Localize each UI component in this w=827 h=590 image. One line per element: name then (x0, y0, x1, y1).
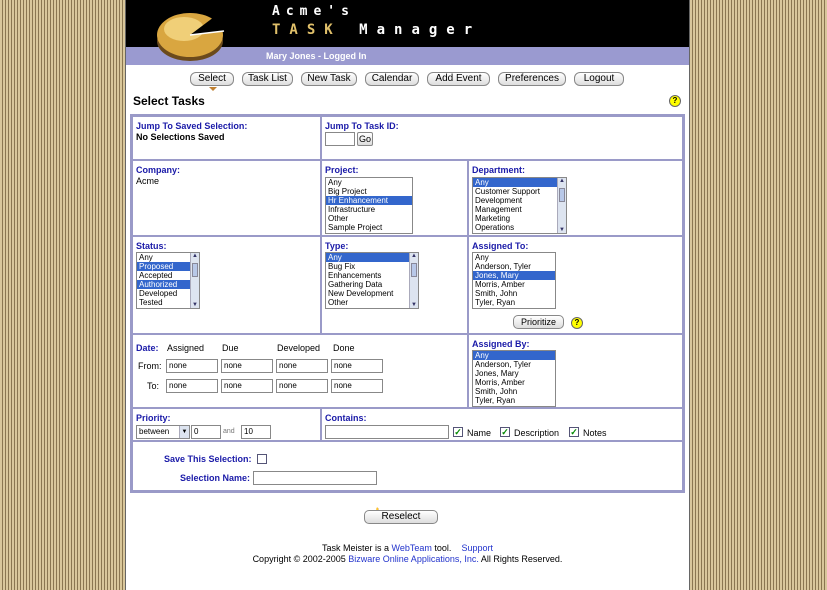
acme-logo-icon (154, 5, 226, 65)
list-option[interactable]: Development (475, 196, 523, 205)
list-option[interactable]: Other (328, 298, 349, 307)
assigned-to-listbox[interactable] (472, 252, 556, 309)
prioritize-button[interactable]: Prioritize (513, 315, 564, 329)
selection-name-label: Selection Name: (180, 473, 251, 483)
date-col-done: Done (333, 343, 355, 353)
nav-select-button[interactable]: Select (190, 72, 234, 86)
list-option[interactable]: Any (475, 253, 489, 262)
list-option[interactable]: Anderson, Tyler (475, 360, 531, 369)
from-done-input[interactable]: none (331, 359, 383, 373)
nav-task-list-button[interactable]: Task List (242, 72, 293, 86)
list-option[interactable]: Any (328, 178, 342, 187)
main-nav (126, 72, 689, 88)
date-col-due: Due (222, 343, 239, 353)
copyright-suffix: All Rights Reserved. (480, 554, 563, 564)
footer-tool-suffix: tool. (434, 543, 452, 553)
department-scrollbar[interactable] (557, 178, 566, 233)
list-option[interactable]: Anderson, Tyler (475, 262, 531, 271)
to-assigned-input[interactable]: none (166, 379, 218, 393)
page-title: Select Tasks (133, 94, 205, 108)
webteam-link[interactable]: WebTeam (391, 543, 432, 553)
project-options (326, 178, 412, 232)
list-option[interactable]: Operations (475, 223, 515, 232)
priority-operator-select[interactable] (136, 425, 190, 439)
selection-name-input[interactable] (253, 471, 377, 485)
jump-task-cell (321, 116, 683, 160)
nav-calendar-button[interactable]: Calendar (365, 72, 419, 86)
list-option[interactable]: Jones, Mary (473, 271, 555, 280)
type-scroll-thumb[interactable] (411, 263, 417, 277)
bizware-link[interactable]: Bizware Online Applications, Inc. (348, 554, 479, 564)
saved-selection-cell (132, 116, 321, 160)
date-col-assigned: Assigned (167, 343, 205, 353)
list-option[interactable]: Management (475, 205, 522, 214)
list-option[interactable]: Morris, Amber (475, 280, 525, 289)
description-checkbox[interactable]: ✓ (501, 427, 509, 437)
status-scroll-thumb[interactable] (192, 263, 198, 277)
copyright-text: Copyright © 2002-2005 (252, 554, 346, 564)
save-selection-cell (132, 441, 683, 491)
prioritize-help-icon[interactable]: ? (571, 317, 583, 329)
help-icon[interactable]: ? (669, 95, 681, 107)
assigned-by-cell (468, 334, 683, 408)
priority-high-input[interactable]: 10 (241, 425, 271, 439)
app-title-line1: Acme's (272, 4, 355, 19)
assigned-by-label: Assigned By: (472, 339, 530, 349)
to-developed-input[interactable]: none (276, 379, 328, 393)
list-option[interactable]: Customer Support (475, 187, 540, 196)
list-option[interactable]: Big Project (328, 187, 367, 196)
app-title-manager: Manager (359, 22, 482, 38)
list-option[interactable]: Bug Fix (328, 262, 356, 271)
status-cell (132, 236, 321, 334)
footer-line1 (126, 543, 689, 553)
nav-preferences-button[interactable]: Preferences (498, 72, 566, 86)
save-selection-checkbox[interactable] (257, 454, 267, 464)
project-label: Project: (325, 165, 359, 175)
list-option[interactable]: Jones, Mary (475, 369, 519, 378)
contains-input[interactable] (325, 425, 449, 439)
list-option[interactable]: Any (139, 253, 153, 262)
footer-tool-text: Task Meister is a (322, 543, 390, 553)
type-label: Type: (325, 241, 349, 251)
chevron-down-icon[interactable]: ▼ (179, 426, 189, 438)
to-due-input[interactable]: none (221, 379, 273, 393)
assigned-by-options (473, 351, 555, 405)
notes-checkbox[interactable]: ✓ (570, 427, 578, 437)
priority-label: Priority: (136, 413, 171, 423)
status-scrollbar[interactable] (190, 253, 199, 308)
support-link[interactable]: Support (461, 543, 493, 553)
type-cell (321, 236, 468, 334)
description-check-label: Description (514, 428, 560, 438)
list-option[interactable]: New Development (328, 289, 394, 298)
list-option[interactable]: Marketing (475, 214, 511, 223)
from-label: From: (138, 361, 162, 371)
saved-selection-value: No Selections Saved (136, 132, 225, 142)
department-label: Department: (472, 165, 526, 175)
nav-logout-button[interactable]: Logout (574, 72, 624, 86)
go-button[interactable]: Go (358, 134, 371, 144)
priority-low-input[interactable]: 0 (191, 425, 221, 439)
name-checkbox[interactable]: ✓ (454, 427, 462, 437)
assigned-by-listbox[interactable] (472, 350, 556, 407)
department-scroll-thumb[interactable] (559, 188, 565, 202)
dates-cell (132, 334, 468, 408)
task-id-input[interactable] (325, 132, 355, 146)
list-option[interactable]: Infrastructure (328, 205, 376, 214)
list-option[interactable]: Smith, John (475, 289, 518, 298)
project-listbox[interactable] (325, 177, 413, 234)
priority-and-label: and (223, 428, 235, 435)
department-cell (468, 160, 683, 236)
jump-task-label: Jump To Task ID: (325, 121, 399, 131)
select-tasks-form (130, 114, 685, 493)
app-title-task: TASK (272, 22, 342, 38)
list-option[interactable]: Accepted (139, 271, 173, 280)
project-cell (321, 160, 468, 236)
to-done-input[interactable]: none (331, 379, 383, 393)
assigned-to-options (473, 253, 555, 307)
company-value: Acme (136, 176, 160, 186)
list-option[interactable]: Hr Enhancement (326, 196, 412, 205)
logged-in-user: Mary Jones - Logged In (266, 51, 367, 61)
type-scrollbar[interactable] (409, 253, 418, 308)
list-option[interactable]: Any (326, 253, 418, 262)
list-option[interactable]: Other (328, 214, 349, 223)
assigned-to-label: Assigned To: (472, 241, 529, 251)
date-label: Date: (136, 343, 159, 353)
notes-check-label: Notes (583, 428, 607, 438)
status-label: Status: (136, 241, 167, 251)
nav-add-event-button[interactable]: Add Event (427, 72, 490, 86)
list-option[interactable]: Developed (139, 289, 178, 298)
list-option[interactable]: Authorized (137, 280, 199, 289)
priority-cell (132, 408, 321, 441)
list-option[interactable]: Proposed (137, 262, 199, 271)
list-option[interactable]: Any (473, 351, 555, 360)
footer-copyright (126, 554, 689, 564)
list-option[interactable]: Tyler, Ryan (475, 396, 516, 405)
priority-operator-value: between (139, 427, 170, 436)
to-label: To: (147, 381, 160, 391)
list-option[interactable]: Enhancements (328, 271, 382, 280)
list-option[interactable]: Sample Project (328, 223, 383, 232)
save-selection-label: Save This Selection: (164, 454, 252, 464)
from-due-input[interactable]: none (221, 359, 273, 373)
list-option[interactable]: Gathering Data (328, 280, 383, 289)
list-option[interactable]: Smith, John (475, 387, 518, 396)
page (125, 0, 690, 590)
reselect-button[interactable]: Reselect (364, 510, 438, 524)
app-title-line2 (272, 22, 481, 38)
department-options (473, 178, 566, 232)
company-label: Company: (136, 165, 181, 175)
company-cell (132, 160, 321, 236)
saved-selection-label: Jump To Saved Selection: (136, 121, 248, 131)
type-listbox[interactable] (325, 252, 419, 309)
type-options (326, 253, 418, 307)
contains-cell (321, 408, 683, 441)
from-assigned-input[interactable]: none (166, 359, 218, 373)
nav-new-task-button[interactable]: New Task (301, 72, 357, 86)
contains-label: Contains: (325, 413, 367, 423)
list-option[interactable]: Any (473, 178, 566, 187)
list-option[interactable]: Tyler, Ryan (475, 298, 516, 307)
from-developed-input[interactable]: none (276, 359, 328, 373)
list-option[interactable]: Morris, Amber (475, 378, 525, 387)
date-col-developed: Developed (277, 343, 321, 353)
status-listbox[interactable] (136, 252, 200, 309)
name-check-label: Name (467, 428, 492, 438)
list-option[interactable]: Tested (139, 298, 163, 307)
department-listbox[interactable] (472, 177, 567, 234)
assigned-to-cell (468, 236, 683, 334)
